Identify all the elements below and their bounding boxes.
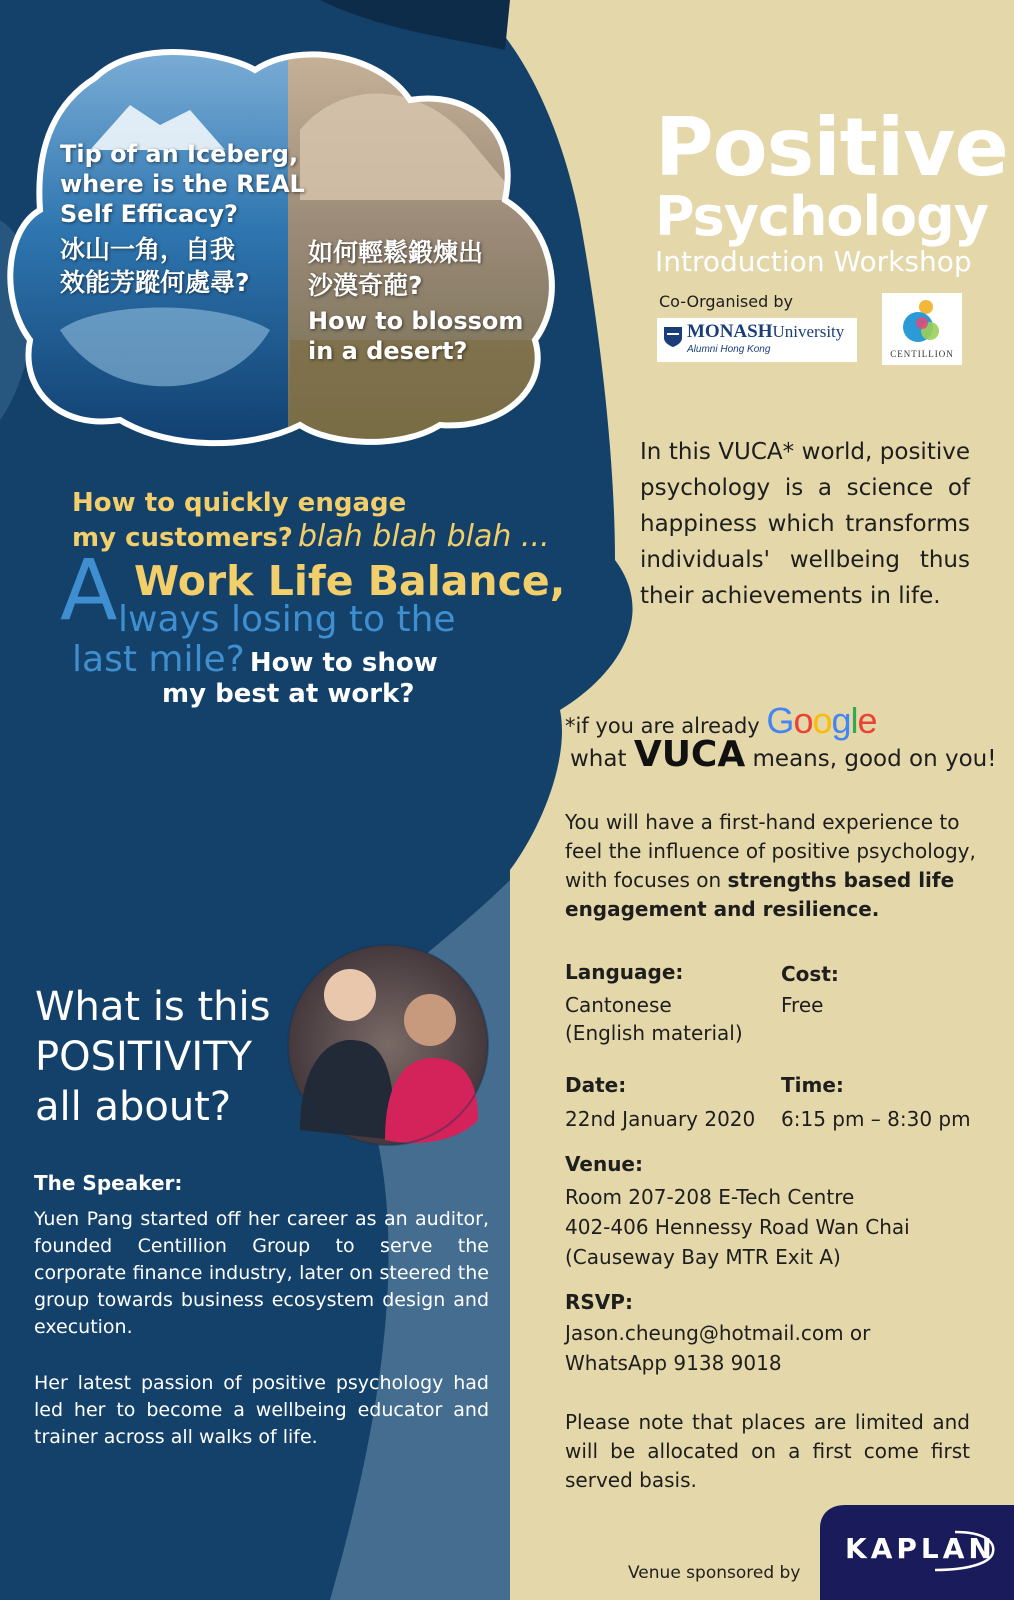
monash-sub: Alumni Hong Kong — [687, 344, 771, 355]
centillion-logo — [882, 293, 962, 365]
cloud-left-text — [60, 139, 305, 299]
workshop-title — [655, 101, 1008, 278]
cloud-left-en-1: Tip of an Iceberg, — [60, 140, 299, 168]
experience-bold: strengths based life engagement and resilience. — [565, 868, 955, 921]
language-note: (English material) — [565, 1021, 743, 1045]
time-label: Time: — [781, 1073, 844, 1097]
google-letter: G — [766, 700, 794, 741]
kaplan-logo — [845, 1528, 1005, 1572]
positivity-line-1: What is this — [35, 984, 271, 1030]
questions-block — [72, 486, 552, 558]
positivity-line-3: all about? — [35, 1084, 232, 1130]
speaker-bio-2: Her latest passion of positive psychology had led her to become a wellbeing educator and trainer across all walks of life. — [34, 1372, 489, 1448]
date-label: Date: — [565, 1073, 627, 1097]
cloud-right-en-2: in a desert? — [308, 337, 468, 365]
monash-logo — [657, 318, 857, 362]
monash-name: MONASH — [687, 321, 773, 342]
title-subtitle: Introduction Workshop — [655, 245, 972, 278]
limited-places-note: Please note that places are limited and will be allocated on a first come first served basis. — [565, 1410, 970, 1492]
sponsor-label: Venue sponsored by — [628, 1563, 801, 1583]
rsvp-label: RSVP: — [565, 1290, 633, 1314]
venue-label: Venue: — [565, 1152, 643, 1176]
work-life-balance: Work Life Balance, — [134, 557, 566, 605]
speaker-bio-1: Yuen Pang started off her career as an auditor, founded Centillion Group to serve the corporate finance industry, later on steered the group towards business ecosystem design and execution. — [34, 1208, 489, 1338]
title-positive: Positive — [655, 101, 1008, 194]
experience-paragraph — [565, 808, 980, 924]
date-value: 22nd January 2020 — [565, 1107, 756, 1131]
google-letter: o — [793, 700, 813, 741]
cost-value: Free — [781, 993, 824, 1017]
kaplan-swoosh-icon — [845, 1528, 1005, 1572]
cloud-left-zh-1: 冰山一角，自我 — [60, 235, 236, 264]
positivity-heading — [35, 982, 270, 1132]
vuca-line-2 — [570, 734, 996, 775]
question-engage-1: How to quickly engage — [72, 488, 407, 518]
blah-text: blah blah blah ... — [297, 519, 550, 554]
vuca-word: VUCA — [633, 734, 746, 775]
cloud-left-zh-2: 效能芳蹤何處尋? — [60, 268, 250, 297]
cloud-left-en-2: where is the REAL — [60, 170, 305, 198]
vuca-pre: *if you are already — [565, 714, 760, 738]
rsvp-whatsapp[interactable]: WhatsApp 9138 9018 — [565, 1351, 782, 1375]
rsvp-email[interactable]: Jason.cheung@hotmail.com or — [565, 1321, 871, 1345]
cost-label: Cost: — [781, 962, 839, 986]
always-losing: lways losing to the — [118, 599, 456, 640]
google-letter: e — [857, 700, 877, 741]
cloud-left-en-3: Self Efficacy? — [60, 200, 238, 228]
venue-line-2: 402-406 Hennessy Road Wan Chai — [565, 1215, 910, 1239]
centillion-mark-icon — [896, 297, 948, 345]
co-organised-label: Co-Organised by — [659, 292, 793, 311]
google-letter: g — [831, 700, 851, 741]
venue-line-1: Room 207-208 E-Tech Centre — [565, 1185, 855, 1209]
cloud-right-en-1: How to blossom — [308, 307, 524, 335]
speaker-label: The Speaker: — [34, 1171, 183, 1195]
last-mile: last mile? — [72, 639, 245, 680]
big-a-letter: A — [60, 541, 118, 639]
venue-line-3: (Causeway Bay MTR Exit A) — [565, 1245, 841, 1269]
google-letter: l — [850, 700, 858, 741]
last-mile-line — [72, 640, 438, 680]
time-value: 6:15 pm – 8:30 pm — [781, 1107, 971, 1131]
language-value: Cantonese — [565, 993, 672, 1017]
centillion-name: CENTILLION — [890, 349, 954, 359]
vuca-what: what — [570, 746, 627, 772]
language-label: Language: — [565, 960, 684, 984]
title-psychology: Psychology — [655, 185, 988, 248]
vuca-post: means, good on you! — [752, 746, 997, 772]
monash-university: University — [772, 322, 845, 341]
intro-paragraph: In this VUCA* world, positive psychology is a science of happiness which transforms individuals' wellbeing thus their achievements in life. — [640, 439, 970, 609]
best-at-work: my best at work? — [162, 679, 415, 709]
cloud-right-zh-2: 沙漠奇葩? — [308, 271, 423, 300]
positivity-line-2: POSITIVITY — [35, 1034, 253, 1080]
how-to-show: How to show — [249, 648, 438, 678]
question-engage-2: my customers? — [72, 523, 293, 553]
experience-text: You will have a first-hand experience to feel the influence of positive psychology, with focuses on — [565, 810, 976, 892]
monash-shield-icon — [663, 326, 683, 348]
google-letter: o — [812, 700, 832, 741]
cloud-right-zh-1: 如何輕鬆鍛煉出 — [308, 238, 484, 267]
cloud-right-text — [308, 236, 523, 366]
kaplan-name: KAPLAN — [845, 1532, 996, 1565]
